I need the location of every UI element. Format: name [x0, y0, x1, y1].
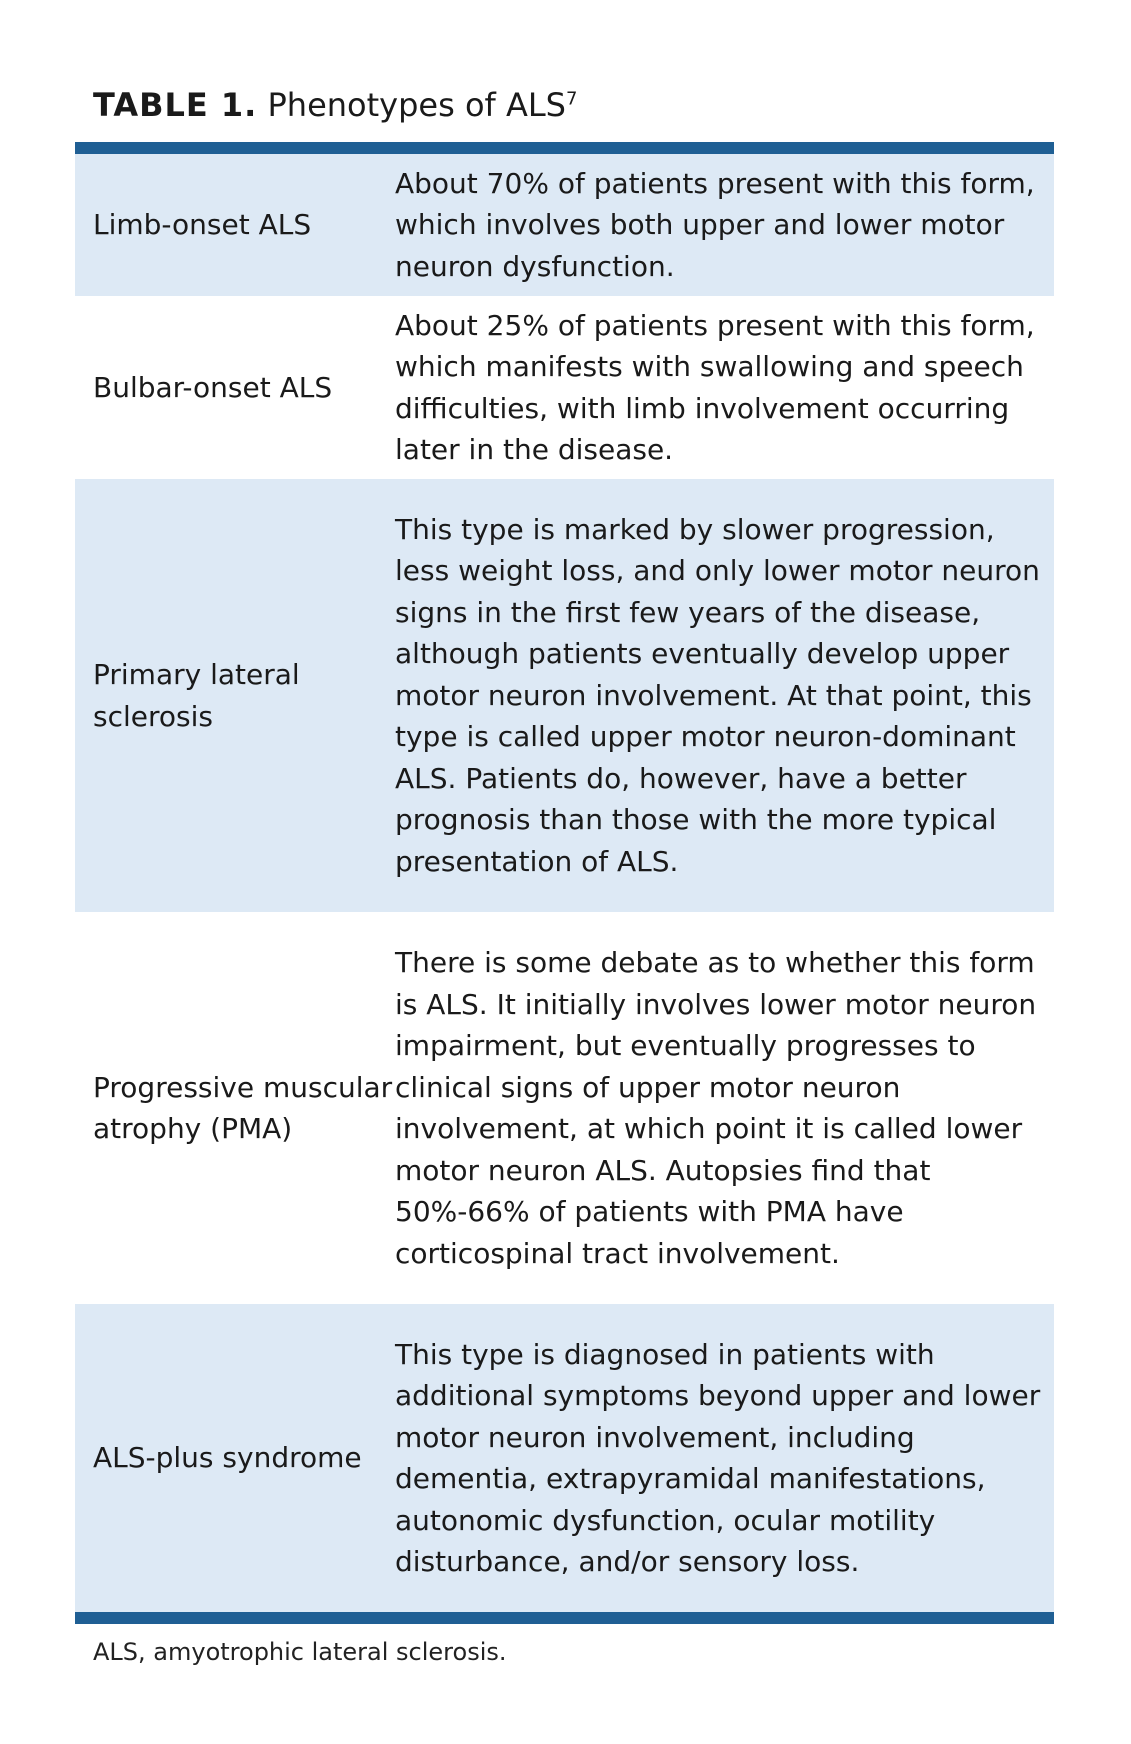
table-row: [75, 154, 1054, 296]
table-title: Phenotypes of ALS: [267, 86, 566, 124]
bottom-rule: [75, 1612, 1054, 1624]
phenotype-name: ALS-plus syndrome: [75, 1304, 395, 1612]
table-footnote: ALS, amyotrophic lateral sclerosis.: [93, 1638, 507, 1666]
top-rule: [75, 142, 1054, 154]
table-row: [75, 912, 1054, 1304]
phenotype-description: About 25% of patients present with this form, which manifests with swallowing and speech difficulties, with limb involvement occurring later in the disease.: [395, 296, 1054, 479]
table-caption: [93, 80, 1054, 130]
phenotype-name: Bulbar-onset ALS: [75, 296, 395, 479]
table-row: [75, 1304, 1054, 1612]
phenotype-name: Progressive muscular atrophy (PMA): [75, 912, 395, 1304]
phenotype-description: This type is diagnosed in patients with additional symptoms beyond upper and lower motor neuron involvement, including dementia, extrapyramidal manifestations, autonomic dysfunction, ocular motility disturbance, and/or sensory loss.: [395, 1304, 1054, 1612]
table-row: [75, 296, 1054, 479]
phenotype-description: This type is marked by slower progression, less weight loss, and only lower motor neuron signs in the first few years of the disease, although patients eventually develop upper motor neuron involvement. At that point, this type is called upper motor neuron-dominant ALS. Patients do, however, have a better prognosis than those with the more typical presentation of ALS.: [395, 479, 1054, 912]
table-label: TABLE 1.: [93, 86, 258, 124]
phenotypes-table: [75, 154, 1054, 1612]
table-row: [75, 479, 1054, 912]
phenotype-name: Primary lateral sclerosis: [75, 479, 395, 912]
phenotype-table-figure: [75, 80, 1054, 1670]
phenotype-name: Limb-onset ALS: [75, 154, 395, 296]
phenotype-description: About 70% of patients present with this form, which involves both upper and lower motor neuron dysfunction.: [395, 154, 1054, 296]
reference-superscript: 7: [565, 88, 578, 110]
phenotype-description: There is some debate as to whether this form is ALS. It initially involves lower motor neuron impairment, but eventually progresses to clinical signs of upper motor neuron involvement, at which point it is called lower motor neuron ALS. Autopsies find that 50%-66% of patients with PMA have corticospinal tract involvement.: [395, 912, 1054, 1304]
